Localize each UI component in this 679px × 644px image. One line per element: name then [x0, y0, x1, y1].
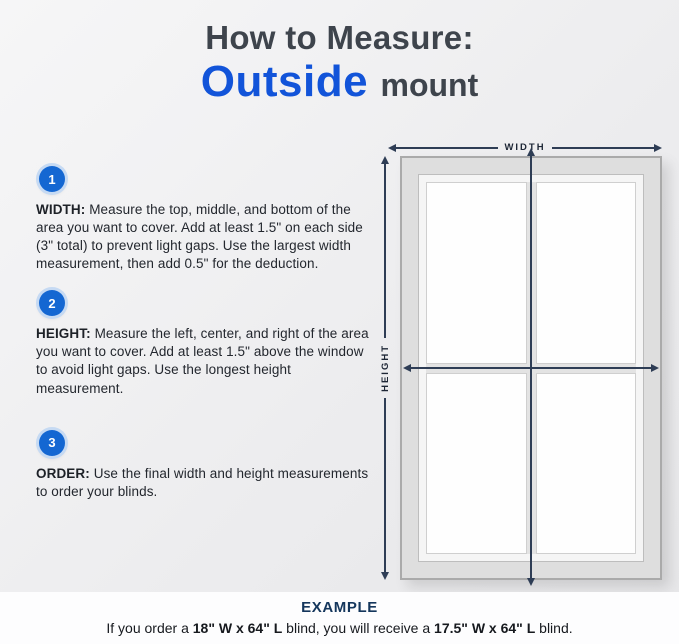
- arrow-line: [552, 147, 654, 149]
- window-pane-bottom-left: [426, 373, 527, 555]
- arrow-up-icon: [381, 156, 389, 164]
- window-pane-top-left: [426, 182, 527, 364]
- example-text: [0, 620, 679, 636]
- arrow-down-icon: [381, 572, 389, 580]
- step-1-text: [36, 201, 378, 273]
- arrow-up-icon: [527, 148, 535, 156]
- center-vertical-measure-arrow: [527, 148, 535, 586]
- step-2-label: HEIGHT:: [36, 326, 91, 342]
- window-pane-top-right: [536, 182, 637, 364]
- arrow-down-icon: [527, 578, 535, 586]
- center-horizontal-measure-arrow: [403, 364, 659, 372]
- title-line1: How to Measure:: [205, 19, 474, 56]
- steps-list: [36, 166, 378, 518]
- height-label: HEIGHT: [379, 344, 391, 392]
- window-pane-bottom-right: [536, 373, 637, 555]
- arrow-line: [530, 156, 532, 578]
- arrow-left-icon: [403, 364, 411, 372]
- step-2-body: Measure the left, center, and right of the area you want to cover. Add at least 1.5" above the window to avoid light gaps. Use the longest height measurement.: [36, 326, 369, 396]
- window-sash: [418, 174, 644, 562]
- example-received-size: 17.5" W x 64" L: [434, 620, 536, 636]
- step-3-number-badge: 3: [39, 430, 65, 456]
- step-1-label: WIDTH:: [36, 202, 86, 217]
- example-suffix: blind.: [535, 620, 573, 636]
- arrow-line: [396, 147, 498, 149]
- example-prefix: If you order a: [106, 620, 193, 636]
- step-1-body: Measure the top, middle, and bottom of the area you want to cover. Add at least 1.5" on each side (3" total) to prevent light gaps. Use the largest width measurement, then add 0.5" for the deduction.: [36, 202, 363, 272]
- step-2-number-badge: 2: [39, 290, 65, 316]
- arrow-right-icon: [651, 364, 659, 372]
- arrow-line: [384, 164, 386, 338]
- arrow-line: [384, 398, 386, 572]
- page-title: [0, 0, 679, 107]
- title-line2: [0, 58, 679, 106]
- arrow-left-icon: [388, 144, 396, 152]
- width-measure-arrow: [388, 142, 662, 153]
- step-2: [36, 290, 378, 397]
- title-mount: mount: [380, 67, 479, 104]
- arrow-line: [411, 367, 651, 369]
- height-measure-arrow: [377, 156, 393, 580]
- step-2-text: [36, 325, 378, 397]
- step-1: [36, 166, 378, 273]
- step-3-body: Use the final width and height measurements to order your blinds.: [36, 465, 369, 499]
- example-section: [0, 592, 679, 644]
- step-3-label: ORDER:: [36, 465, 90, 481]
- step-3: [36, 430, 378, 501]
- step-3-text: [36, 465, 378, 501]
- arrow-right-icon: [654, 144, 662, 152]
- window-illustration: [400, 156, 662, 580]
- example-heading: EXAMPLE: [301, 599, 378, 616]
- example-ordered-size: 18" W x 64" L: [192, 620, 283, 636]
- step-1-number-badge: 1: [39, 166, 65, 192]
- window-panes: [426, 182, 636, 554]
- width-label: WIDTH: [504, 142, 546, 153]
- example-middle: blind, you will receive a: [282, 620, 435, 636]
- title-outside: Outside: [200, 57, 369, 107]
